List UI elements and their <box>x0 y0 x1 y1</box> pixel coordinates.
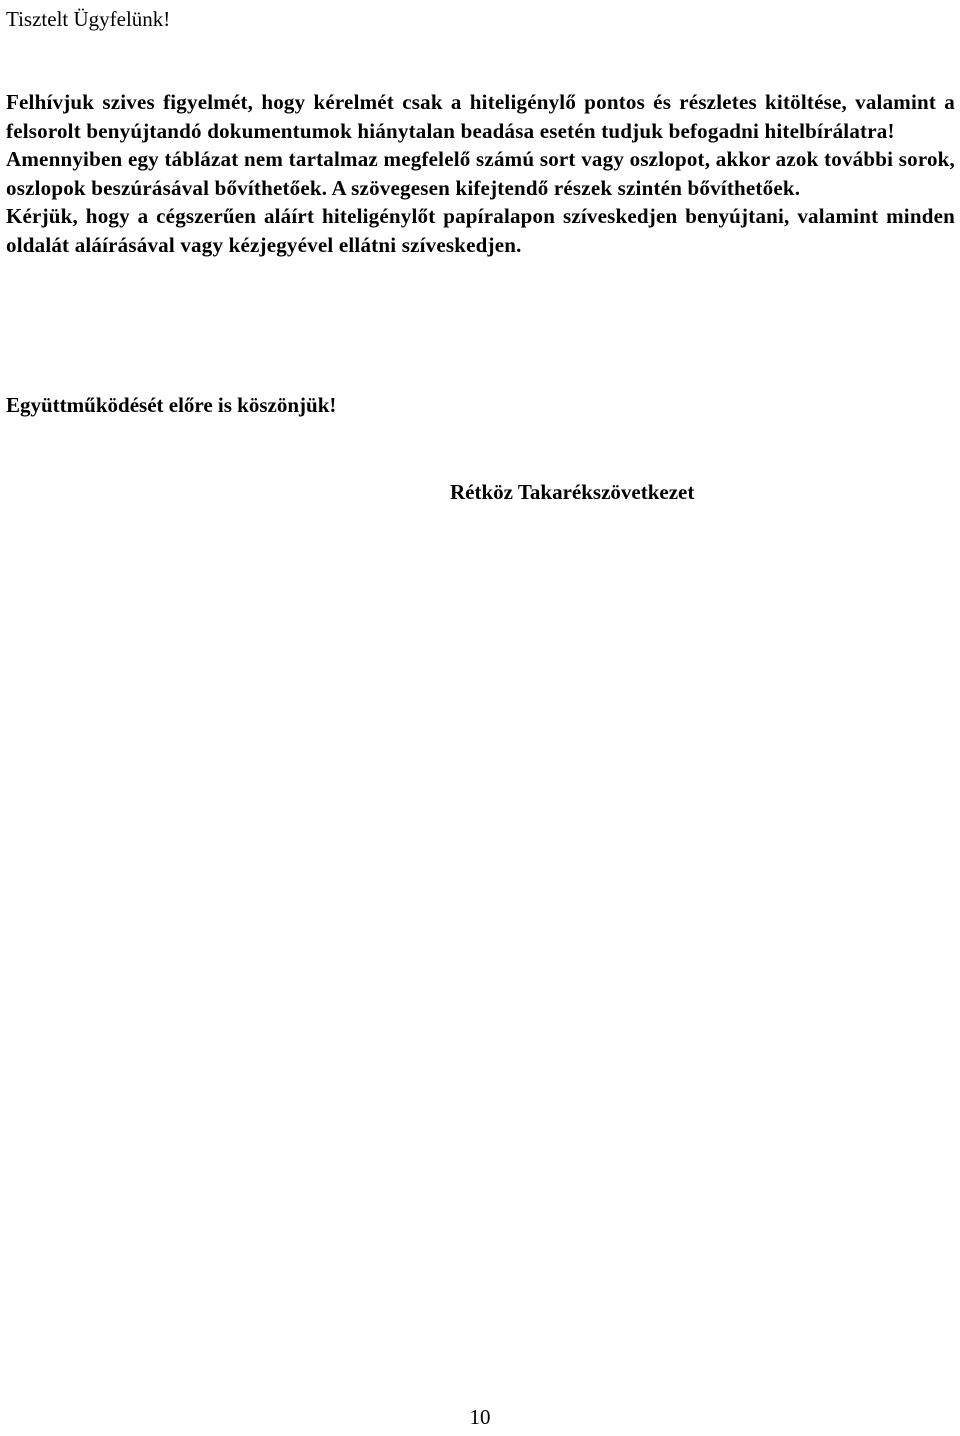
signature: Rétköz Takarékszövetkezet <box>450 480 695 504</box>
paragraph-submission: Kérjük, hogy a cégszerűen aláírt hiteligénylőt papíralapon szíveskedjen benyújtani, valamint minden oldalát aláírásával vagy kézjegyével ellátni szíveskedjen. <box>6 204 955 257</box>
paragraph-notice: Felhívjuk szives figyelmét, hogy kérelmét csak a hiteligénylő pontos és részletes kitöltése, valamint a felsorolt benyújtandó dokumentumok hiánytalan beadása esetén tudjuk befogadni hitelbírálatra! <box>6 90 955 143</box>
greeting: Tisztelt Ügyfelünk! <box>6 7 171 31</box>
page-number: 10 <box>469 1405 491 1429</box>
letter-body <box>6 88 955 260</box>
paragraph-tables: Amennyiben egy táblázat nem tartalmaz megfelelő számú sort vagy oszlopot, akkor azok további sorok, oszlopok beszúrásával bővíthetőek. A szövegesen kifejtendő részek szintén bővíthetőek. <box>6 147 955 200</box>
thanks-line: Együttműködését előre is köszönjük! <box>6 393 337 417</box>
